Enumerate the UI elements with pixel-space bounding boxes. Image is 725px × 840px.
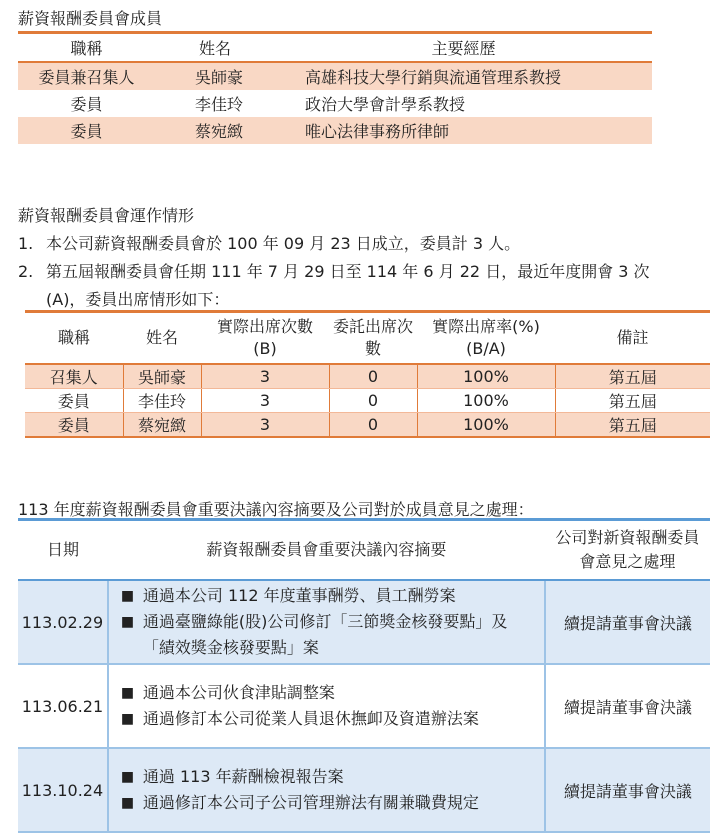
header-remark: 備註 xyxy=(555,312,710,365)
cell-title: 委員 xyxy=(70,95,103,114)
cell-summary xyxy=(108,580,545,664)
table-row xyxy=(18,664,710,748)
resolution-text: 通過本公司伙食津貼調整案 xyxy=(142,683,335,702)
cell-attendance: 3 xyxy=(201,413,329,438)
table-header-row xyxy=(18,520,710,581)
members-table xyxy=(18,31,652,144)
resolution-text: 通過修訂本公司子公司管理辦法有關兼職費規定 xyxy=(142,793,479,812)
cell-name: 吳師豪 xyxy=(155,62,275,90)
table-header-row xyxy=(25,312,710,365)
table-row xyxy=(18,580,710,664)
cell-rate: 100% xyxy=(417,389,555,413)
list-item xyxy=(119,706,538,732)
cell-name: 吳師豪 xyxy=(123,364,201,389)
header-name: 姓名 xyxy=(155,33,275,63)
list-item xyxy=(18,230,668,258)
cell-handling: 續提請董事會決議 xyxy=(545,664,710,748)
section-title-resolutions: 113 年度薪資報酬委員會重要決議內容摘要及公司對於成員意見之處理： xyxy=(18,500,534,519)
cell-rate: 100% xyxy=(417,364,555,389)
cell-remark: 第五屆 xyxy=(555,413,710,438)
cell-date: 113.02.29 xyxy=(18,580,108,664)
cell-experience: 政治大學會計學系教授 xyxy=(305,95,466,114)
cell-handling: 續提請董事會決議 xyxy=(545,580,710,664)
table-header-row xyxy=(18,33,652,63)
list-item xyxy=(18,258,668,314)
cell-title: 委員 xyxy=(25,413,123,438)
bullet-icon: ■ xyxy=(120,795,135,811)
cell-date: 113.06.21 xyxy=(18,664,108,748)
header-proxy: 委託出席次數 xyxy=(329,312,417,365)
list-item xyxy=(119,583,538,609)
header-summary: 薪資報酬委員會重要決議內容摘要 xyxy=(108,520,545,581)
list-text: 本公司薪資報酬委員會於 100 年 09 月 23 日成立，委員計 3 人。 xyxy=(46,234,521,253)
table-row xyxy=(18,748,710,832)
bullet-icon: ■ xyxy=(120,711,135,727)
section-title-operations: 薪資報酬委員會運作情形 xyxy=(18,206,195,225)
cell-summary xyxy=(108,664,545,748)
table-row xyxy=(18,62,652,90)
list-text: 第五屆報酬委員會任期 111 年 7 月 29 日至 114 年 6 月 22 日，最近年度開會 3 次(A)，委員出席情形如下： xyxy=(46,262,650,309)
bullet-icon: ■ xyxy=(120,614,135,630)
header-title: 職稱 xyxy=(18,33,155,63)
table-row xyxy=(25,389,710,413)
header-experience: 主要經歷 xyxy=(275,33,652,63)
table-row xyxy=(18,117,652,144)
cell-proxy: 0 xyxy=(329,389,417,413)
cell-name: 李佳玲 xyxy=(195,95,244,114)
cell-title: 委員 xyxy=(18,117,155,144)
attendance-table xyxy=(25,310,710,438)
list-item xyxy=(119,764,538,790)
list-item xyxy=(119,790,538,816)
resolution-text: 通過臺鹽綠能(股)公司修訂「三節獎金核發要點」及「績效獎金核發要點」案 xyxy=(142,612,508,657)
cell-remark: 第五屆 xyxy=(555,364,710,389)
cell-summary xyxy=(108,748,545,832)
cell-handling: 續提請董事會決議 xyxy=(545,748,710,832)
list-item xyxy=(119,609,538,661)
list-number: 2. xyxy=(18,262,34,281)
bullet-icon: ■ xyxy=(120,588,135,604)
cell-title: 委員兼召集人 xyxy=(18,62,155,90)
resolution-text: 通過 113 年薪酬檢視報告案 xyxy=(142,767,344,786)
list-number: 1. xyxy=(18,234,34,253)
header-name: 姓名 xyxy=(123,312,201,365)
header-rate: 實際出席率(%) (B/A) xyxy=(417,312,555,365)
bullet-icon: ■ xyxy=(120,769,135,785)
cell-experience: 高雄科技大學行銷與流通管理系教授 xyxy=(275,62,652,90)
cell-name: 李佳玲 xyxy=(123,389,201,413)
resolutions-table xyxy=(18,518,710,833)
table-row xyxy=(18,90,652,117)
list-item xyxy=(119,680,538,706)
cell-name: 蔡宛緻 xyxy=(123,413,201,438)
header-date: 日期 xyxy=(18,520,108,581)
resolution-text: 通過修訂本公司從業人員退休撫卹及資遣辦法案 xyxy=(142,709,479,728)
cell-experience: 唯心法律事務所律師 xyxy=(275,117,652,144)
cell-attendance: 3 xyxy=(201,364,329,389)
cell-title: 委員 xyxy=(25,389,123,413)
cell-proxy: 0 xyxy=(329,364,417,389)
resolution-text: 通過本公司 112 年度董事酬勞、員工酬勞案 xyxy=(142,586,456,605)
cell-date: 113.10.24 xyxy=(18,748,108,832)
table-row xyxy=(25,364,710,389)
cell-rate: 100% xyxy=(417,413,555,438)
cell-remark: 第五屆 xyxy=(555,389,710,413)
bullet-icon: ■ xyxy=(120,685,135,701)
header-title: 職稱 xyxy=(25,312,123,365)
cell-name: 蔡宛緻 xyxy=(155,117,275,144)
header-attendance: 實際出席次數 (B) xyxy=(201,312,329,365)
header-handling: 公司對新資報酬委員會意見之處理 xyxy=(545,520,710,581)
cell-attendance: 3 xyxy=(201,389,329,413)
cell-proxy: 0 xyxy=(329,413,417,438)
section-title-members: 薪資報酬委員會成員 xyxy=(18,9,163,28)
table-row xyxy=(25,413,710,438)
cell-title: 召集人 xyxy=(25,364,123,389)
operations-list xyxy=(18,230,668,314)
